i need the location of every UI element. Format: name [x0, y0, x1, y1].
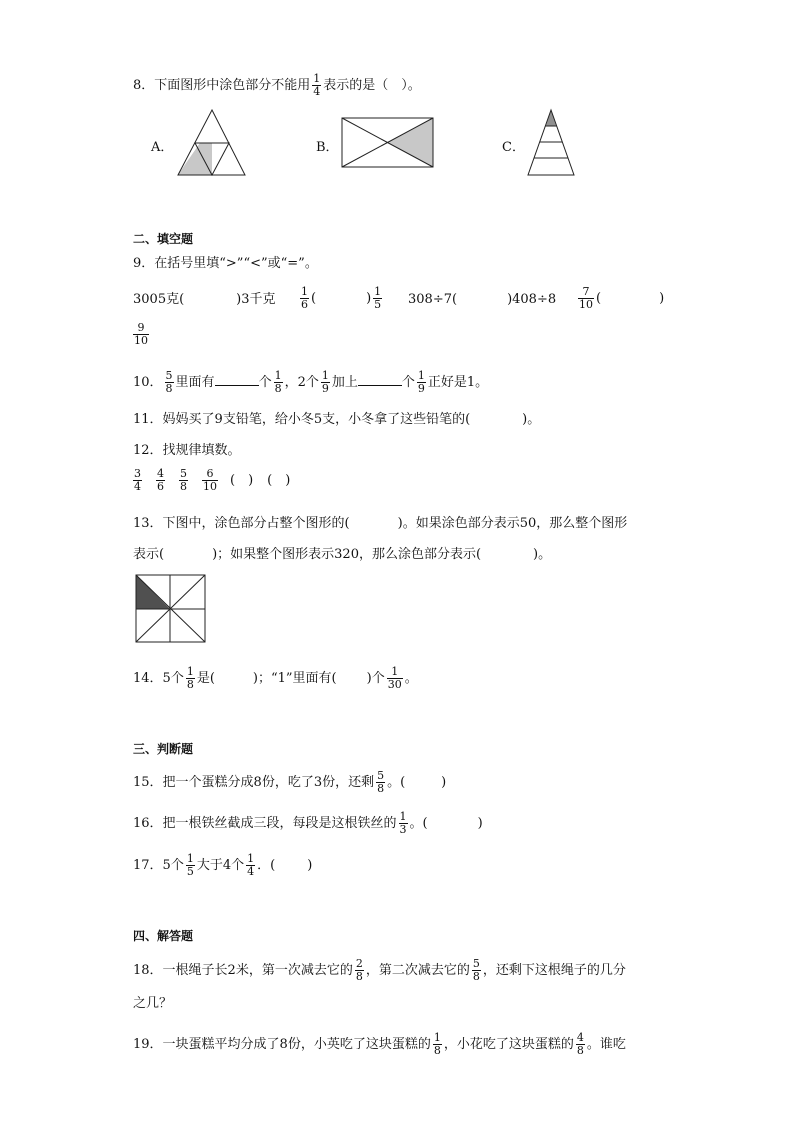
q18-line1: 18．一根绳子长2米，第一次减去它的 $\frac{2}{8}$ ，第二次减去它的 $\frac{5}{8}$ ，还剩下这根绳子的几分: [133, 957, 626, 983]
section-title-judgement: 三、判断题: [133, 742, 194, 756]
section-title-fill-in: 二、填空题: [133, 232, 194, 246]
q11-line: 11．妈妈买了9支铅笔，给小冬5支，小冬拿了这些铅笔的( )。: [133, 412, 541, 427]
section-title-answer: 四、解答题: [133, 929, 194, 943]
q13-line1: 13．下图中，涂色部分占整个图形的( )。如果涂色部分表示50，那么整个图形: [133, 516, 628, 531]
q12-sequence: $\frac{3}{4}$ $\frac{4}{6}$ $\frac{5}{8}$ $\frac{6}{10}$ ( ) ( ): [134, 467, 291, 493]
q9-d-fraction: $\frac{9}{10}$: [134, 321, 148, 347]
fraction: $\frac{1}{4}$: [313, 72, 321, 98]
q9-a: 3005克( )3千克: [133, 292, 276, 307]
q9-d: $\frac{7}{10}$ ( ): [579, 285, 665, 311]
q9-b: $\frac{1}{6}$ ( ) $\frac{1}{5}$: [301, 285, 382, 311]
q8-line: [133, 73, 421, 98]
q12-text: 12．找规律填数。: [133, 443, 241, 458]
q9-c: 308÷7( )408÷8: [408, 292, 557, 307]
q13-square-figure: [136, 575, 206, 643]
q17-line: 17．5个 $\frac{1}{5}$ 大于4个 $\frac{1}{4}$ ．( ): [133, 852, 313, 878]
option-a-triangle-figure: [178, 110, 246, 176]
option-b-rectangle-figure: [342, 118, 434, 168]
option-c-label: C．: [502, 140, 525, 155]
q16-line: 16．把一根铁丝截成三段，每段是这根铁丝的 $\frac{1}{3}$ 。( ): [133, 810, 483, 836]
q15-line: 15．把一个蛋糕分成8份，吃了3份，还剩 $\frac{5}{8}$ 。( ): [133, 769, 447, 795]
q18-line2: 之几？: [133, 996, 173, 1011]
q9-text: 9．在括号里填“>”“<”或“=”。: [133, 256, 318, 271]
q8-text: 8．下面图形中涂色部分不能用: [133, 78, 311, 93]
q10-line: 10． $\frac{5}{8}$ 里面有 个 $\frac{1}{8}$ ，2个 $\frac{1}{9}$ 加上 个 $\frac{1}{9}$ 正好是1。: [133, 369, 489, 395]
option-c-triangle-figure: [528, 110, 576, 176]
q19-line: 19．一块蛋糕平均分成了8份，小英吃了这块蛋糕的 $\frac{1}{8}$ ，小花吃了这块蛋糕的 $\frac{4}{8}$ 。谁吃: [133, 1031, 626, 1057]
q14-line: 14．5个 $\frac{1}{8}$ 是( )；“1”里面有( )个 $\frac{1}{30}$ 。: [133, 665, 418, 691]
q13-line2: 表示( )；如果整个图形表示320，那么涂色部分表示( )。: [133, 547, 552, 562]
option-b-label: B．: [316, 140, 339, 155]
q8-text-end: 表示的是（ ）。: [323, 78, 421, 93]
option-a-label: A．: [151, 140, 174, 155]
